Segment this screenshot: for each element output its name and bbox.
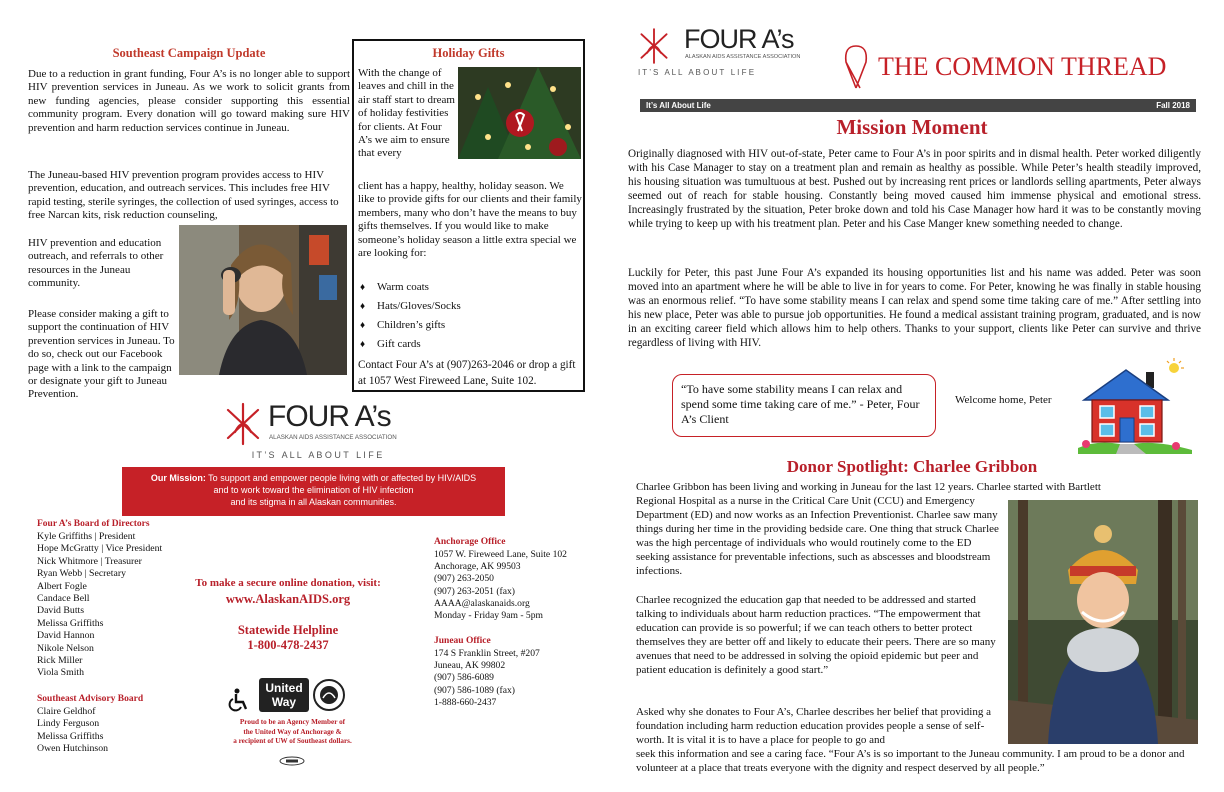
donor-paragraph-1a: Charlee Gribbon has been living and working in Juneau for the last 12 years. Charlee started with Bartlett [636, 481, 1101, 493]
advisory-member: Lindy Ferguson [37, 718, 100, 730]
office-line: Monday - Friday 9am - 5pm [434, 610, 543, 622]
logo-name: FOUR A’s [268, 400, 391, 433]
advisory-member: Owen Hutchinson [37, 743, 109, 755]
office-line: (907) 586-6089 [434, 672, 494, 684]
welcome-caption: Welcome home, Peter [955, 394, 1052, 406]
office-line: 1-888-660-2437 [434, 696, 497, 708]
holiday-paragraph-1b: client has a happy, healthy, holiday season. We like to provide gifts for our clients and their family members, many who don’t have the means to buy gifts themselves. If you would like to make someone’s holiday season a little extra special we are looking for: [358, 180, 582, 260]
office-line: (907) 263-2051 (fax) [434, 585, 515, 597]
board-member: Candace Bell [37, 593, 90, 605]
juneau-office-title: Juneau Office [434, 636, 491, 646]
united-way-text-1: United [265, 681, 303, 695]
logo-tagline: I T ’ S A L L A B O U T L I F E [638, 68, 755, 77]
donor-photo [1008, 500, 1198, 744]
gift-item: ♦ Children’s gifts [358, 316, 583, 335]
advisory-member: Melissa Griffiths [37, 730, 104, 742]
uw-line-1: Proud to be an Agency Member of [239, 718, 346, 726]
donor-paragraph-2: Charlee recognized the education gap that needed to be addressed and started talking to individuals about harm reduction practices. “The empowerment that education can provide is so powerful; if we can teach others to better protect themselves they are better off and likely to educate their peers. There are so many avenues that need to be addressed in solving the opioid epidemic but peer and patient education is definitely a good start.” [636, 594, 996, 676]
board-member: Rick Miller [37, 655, 83, 667]
header-bar-right: Fall 2018 [1156, 101, 1190, 110]
board-member: Hope McGratty | Vice President [37, 543, 163, 555]
campaign-paragraph-3: Please consider making a gift to support the continuation of HIV prevention services in Juneau. To do so, check out our Facebook page with a link to the campaign or designate your gift to Juneau Prevention. [28, 308, 175, 401]
seal-icon [312, 678, 346, 712]
holiday-title: Holiday Gifts [432, 46, 505, 60]
office-line: (907) 263-2050 [434, 573, 494, 585]
holiday-gifts-box [352, 39, 585, 392]
donor-paragraph-3b: seek this information and see a caring face. “Four A’s is so important to the Juneau community. I am proud to be a donor and volunteer at a place that treats everyone with the dignity and respect deserved by all people.” [636, 748, 1185, 774]
mission-label: Our Mission: [150, 473, 206, 483]
board-member: Melissa Griffiths [37, 617, 104, 629]
board-list [37, 531, 207, 680]
board-member: Viola Smith [37, 667, 85, 679]
advisory-member: Claire Geldhof [37, 706, 96, 717]
holiday-gift-list [358, 278, 583, 354]
mission-text-3: and its stigma in all Alaskan communities. [230, 497, 397, 507]
office-line: Anchorage, AK 99503 [434, 561, 521, 573]
christmas-tree-photo [458, 67, 581, 159]
office-line: Juneau, AK 99802 [434, 660, 506, 672]
mission-text-1: To support and empower people living with or affected by HIV/AIDS [205, 473, 477, 483]
anchorage-office-info [434, 549, 604, 622]
mission-paragraph-2: Luckily for Peter, this past June Four A’s expanded its housing opportunities list and his name was added. Peter was soon moved into an apartment where he will be able to live in for years to come. For Peter, knowing he was finally in stable housing was an enormous relief. “To have some stability means I can relax and spend some time taking care of me.” After settling into his new place, Peter was able to pursue job opportunities. He found a medical assistant training program, graduated, and is now in an exciting career field which allows him to help others. Thanks to your support, clients like Peter can survive and thrive regardless of living with HIV. [628, 267, 1201, 349]
union-bug-icon [278, 756, 306, 766]
campaign-paragraph-1: Due to a reduction in grant funding, Four A’s is no longer able to support HIV prevention services in Juneau. As we work to solicit grants from new funding agencies, please consider supporting this essential community program. Every donation will go toward making sure HIV prevention and harm reduction services continue in Juneau. [28, 68, 350, 134]
board-member: Ryan Webb | Secretary [37, 568, 127, 580]
campaign-title: Southeast Campaign Update [112, 46, 266, 60]
board-member: Kyle Griffiths | President [37, 531, 136, 542]
board-member: Nick Whitmore | Treasurer [37, 555, 142, 567]
gift-item: ♦ Gift cards [358, 335, 583, 354]
donate-url-link[interactable]: www.AlaskanAIDS.org [225, 592, 351, 606]
uw-line-2: the United Way of Anchorage & [243, 727, 342, 736]
advisory-title: Southeast Advisory Board [37, 694, 144, 704]
mission-moment-title: Mission Moment [836, 115, 988, 139]
anchorage-office-title: Anchorage Office [434, 537, 506, 547]
accessibility-icon [226, 688, 250, 712]
four-as-logo-right [638, 22, 818, 82]
red-ribbon-icon [838, 42, 874, 92]
four-as-logo-mark-icon [638, 26, 670, 66]
advisory-list [37, 706, 207, 756]
peter-quote-box [672, 374, 936, 437]
board-member: Nikole Nelson [37, 642, 94, 654]
gift-item: ♦ Warm coats [358, 278, 583, 297]
office-email-link[interactable]: AAAA@alaskanaids.org [434, 597, 530, 609]
logo-name: FOUR A’s [684, 24, 794, 54]
campaign-paragraph-2b: HIV prevention and education outreach, and referrals to other resources in the Juneau community. [28, 237, 164, 290]
uw-line-3: a recipient of UW of Southeast dollars. [233, 737, 352, 745]
donor-paragraph-1b: Regional Hospital as a nurse in the Critical Care Unit (CCU) and Emergency Department (ED) and now works as an Infection Preventionist. Charlee saw many things during her time in the providing bedside care. One thing that struck Charlee was the high percentage of individuals who would routinely come to the ED seeking assistance for preventable infections, such as abscesses and bloodstream infections. [636, 495, 999, 577]
helpline-title: Statewide Helpline [237, 623, 339, 637]
gift-item: ♦ Hats/Gloves/Socks [358, 297, 583, 316]
board-title: Four A’s Board of Directors [37, 519, 150, 529]
logo-tagline: I T ’ S A L L A B O U T L I F E [251, 450, 383, 460]
board-member: Albert Fogle [37, 580, 87, 592]
house-icon [1076, 358, 1194, 454]
header-bar [640, 99, 1196, 112]
donor-spotlight-title: Donor Spotlight: Charlee Gribbon [786, 457, 1038, 476]
logo-subtitle: ALASKAN AIDS ASSISTANCE ASSOCIATION [685, 54, 801, 60]
juneau-office-info [434, 648, 604, 709]
donate-line: To make a secure online donation, visit: [195, 577, 381, 589]
office-line: (907) 586-1089 (fax) [434, 684, 515, 696]
united-way-logo [259, 678, 309, 712]
office-line: 1057 W. Fireweed Lane, Suite 102 [434, 549, 567, 560]
holiday-paragraph-1a: With the change of leaves and chill in the air staff start to dream of holiday festivities for clients. At Four A’s we aim to ensure that every [358, 67, 455, 160]
volunteer-photo [179, 225, 347, 375]
four-as-logo-left [224, 402, 410, 464]
mission-banner [122, 467, 505, 516]
united-way-text-2: Way [271, 695, 297, 709]
donor-paragraph-3a: Asked why she donates to Four A’s, Charlee describes her belief that providing a foundation including harm reduction education provides people a sense of self-worth. It is vital it is to have a place for people to go and [636, 706, 991, 746]
helpline-number: 1-800-478-2437 [247, 638, 329, 652]
mission-paragraph-1: Originally diagnosed with HIV out-of-state, Peter came to Four A’s in poor spirits and in dismal health. Peter worked diligently with his Case Manager to stay on a treatment plan and remain as healthy as possible. While Peter’s health steadily improved, his housing situation was tumultuous at best. Pushed out by increasing rent prices or landlords selling apartments, Peter always seemed out of reach for stable housing. Constantly being moved caused him immense physical and emotional stress. Increasingly frustrated by the situation, Peter broke down and told his Case Manager how hard it was to be constantly moving while trying to keep up with his treatment plan. Peter and his Case Manger knew something needed to change. [628, 148, 1201, 230]
campaign-paragraph-2a: The Juneau-based HIV prevention program provides access to HIV prevention, education, and outreach services. This includes free HIV rapid testing, sterile syringes, the collection of used syringes, access to free Narcan kits, risk reduction counseling, [28, 169, 339, 222]
mission-text-2: and to work toward the elimination of HIV infection [213, 485, 414, 495]
holiday-contact: Contact Four A’s at (907)263-2046 or drop a gift at 1057 West Fireweed Lane, Suite 102. [358, 359, 576, 387]
header-bar-left: It’s All About Life [646, 101, 711, 110]
logo-subtitle: ALASKAN AIDS ASSISTANCE ASSOCIATION [269, 434, 397, 441]
board-member: David Butts [37, 605, 85, 617]
newsletter-title: THE COMMON THREAD [878, 52, 1167, 81]
united-way-text [205, 718, 380, 747]
board-member: David Hannon [37, 630, 95, 642]
peter-quote: “To have some stability means I can relax and spend some time taking care of me.” - Peter, Four A’s Client [681, 382, 920, 426]
office-line: 174 S Franklin Street, #207 [434, 648, 540, 659]
four-as-logo-mark-icon [224, 402, 262, 446]
